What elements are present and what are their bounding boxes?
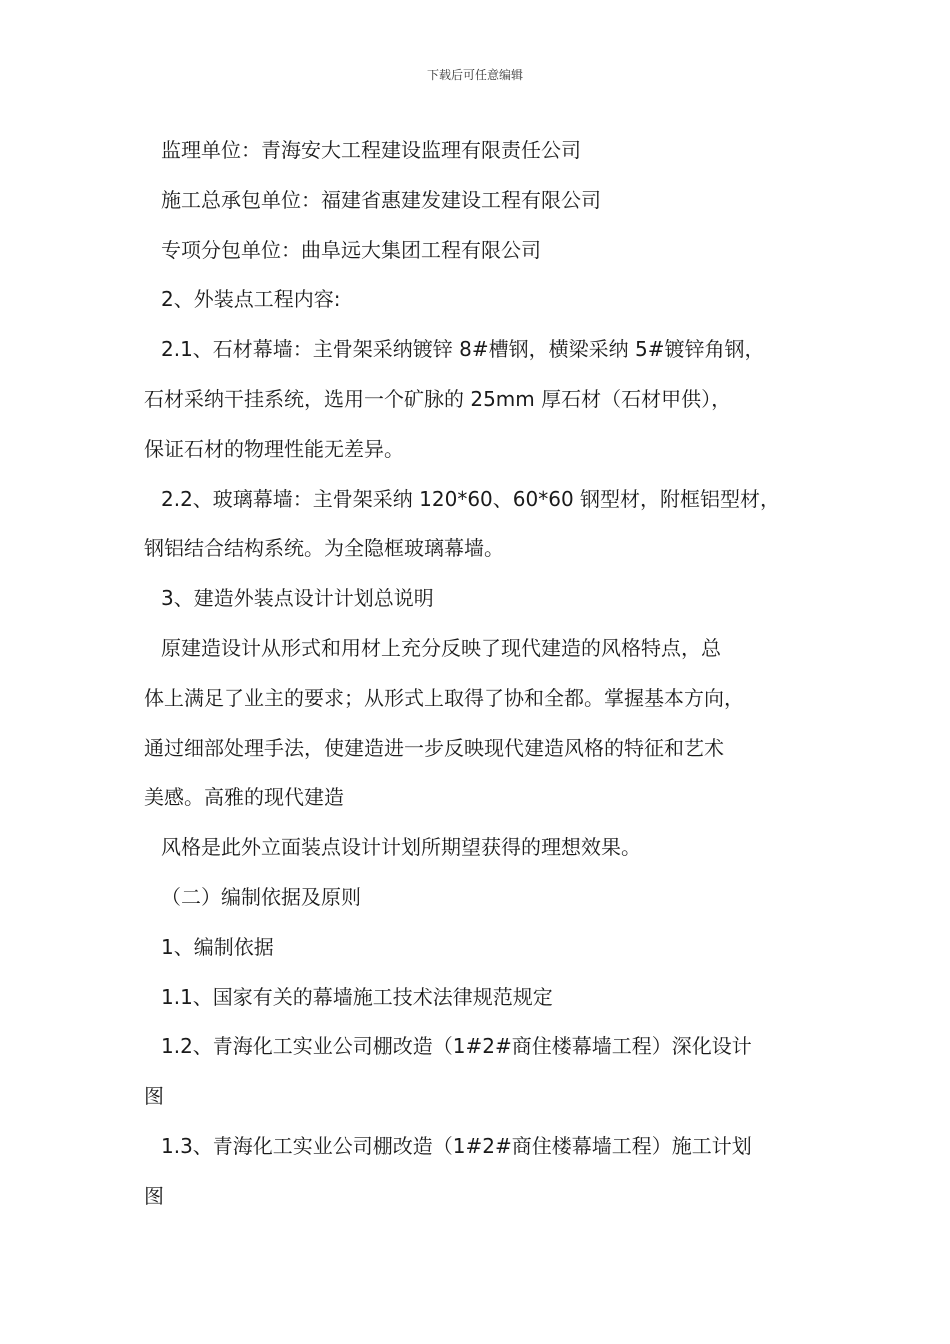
- text-line: 石材采纳干挂系统，选用一个矿脉的 25mm 厚石材（石材甲供），: [144, 386, 732, 411]
- text-line: 钢铝结合结构系统。为全隐框玻璃幕墙。: [144, 536, 504, 561]
- text-line: 风格是此外立面装点设计计划所期望获得的理想效果。: [161, 835, 641, 860]
- text-line: 2.1、石材幕墙：主骨架采纳镀锌 8#槽钢，横梁采纳 5#镀锌角钢，: [161, 337, 765, 362]
- document-body: [144, 126, 824, 1222]
- paragraph-subcontractor: [144, 226, 824, 276]
- text-line: 美感。高雅的现代建造: [144, 785, 344, 810]
- list-item-basis-1-1: [144, 973, 824, 1023]
- text-line: 专项分包单位：曲阜远大集团工程有限公司: [161, 237, 541, 262]
- text-line: 体上满足了业主的要求；从形式上取得了协和全都。掌握基本方向，: [144, 685, 744, 710]
- list-item-basis-1-3: [144, 1122, 824, 1222]
- text-line: 2、外装点工程内容:: [161, 287, 341, 312]
- list-item-basis-1-2: [144, 1022, 824, 1122]
- section-heading-compilation-basis: [144, 923, 824, 973]
- section-heading-basis-principles: [144, 873, 824, 923]
- text-line: 1.3、青海化工实业公司棚改造（1#2#商住楼幕墙工程）施工计划: [161, 1133, 752, 1158]
- text-line: 保证石材的物理性能无差异。: [144, 436, 404, 461]
- text-line: 原建造设计从形式和用材上充分反映了现代建造的风格特点，总: [161, 635, 721, 660]
- text-line: 图: [144, 1084, 164, 1109]
- paragraph-style-goal: [144, 823, 824, 873]
- paragraph-general-contractor: [144, 176, 824, 226]
- text-line: 1.2、青海化工实业公司棚改造（1#2#商住楼幕墙工程）深化设计: [161, 1034, 752, 1059]
- text-line: 通过细部处理手法，使建造进一步反映现代建造风格的特征和艺术: [144, 735, 724, 760]
- section-heading-design-plan: [144, 574, 824, 624]
- text-line: 施工总承包单位：福建省惠建发建设工程有限公司: [161, 187, 601, 212]
- paragraph-stone-curtain-wall: [144, 325, 824, 474]
- paragraph-supervisor: [144, 126, 824, 176]
- text-line: 3、建造外装点设计计划总说明: [161, 586, 434, 611]
- page-header: 下载后可任意编辑: [426, 68, 523, 82]
- text-line: 1.1、国家有关的幕墙施工技术法律规范规定: [161, 984, 553, 1009]
- text-line: 2.2、玻璃幕墙：主骨架采纳 120*60、60*60 钢型材，附框铝型材，: [161, 486, 781, 511]
- text-line: 监理单位：青海安大工程建设监理有限责任公司: [161, 138, 581, 162]
- text-line: 1、编制依据: [161, 934, 274, 959]
- section-heading-exterior-content: [144, 275, 824, 325]
- paragraph-glass-curtain-wall: [144, 475, 824, 575]
- text-line: （二）编制依据及原则: [161, 884, 361, 909]
- paragraph-design-description: [144, 624, 824, 823]
- text-line: 图: [144, 1183, 164, 1208]
